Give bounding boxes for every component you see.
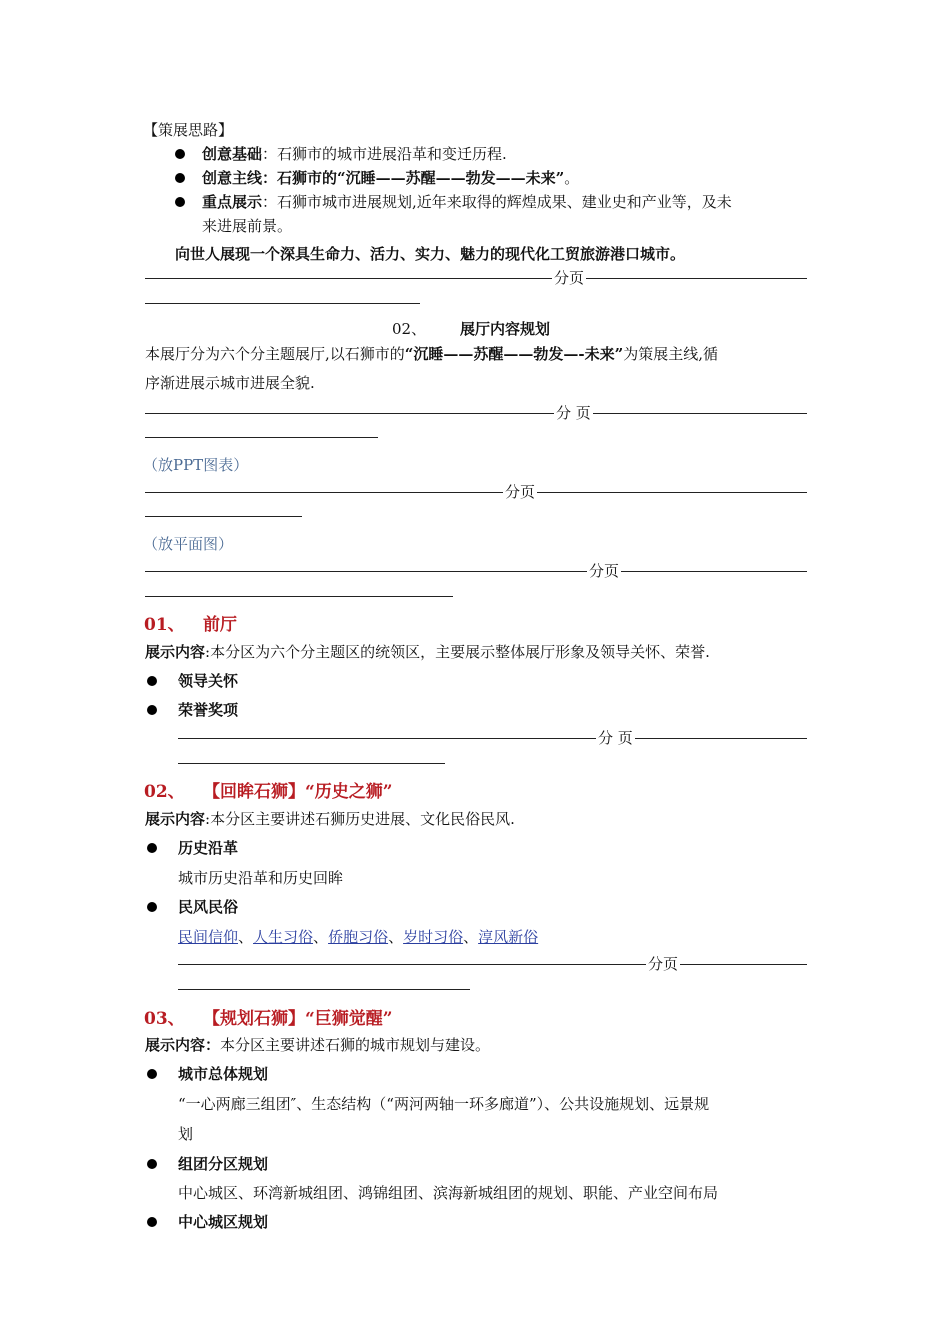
strategy-item-sep: ： [262,145,278,163]
bullet-icon [147,1159,157,1169]
page-break-rule [145,278,807,279]
display-text: :本分区主要讲述石狮历史进展、文化民俗民风. [205,810,515,828]
page-break-rule [145,413,807,414]
section-title: 【回眸石狮】“历史之狮” [203,782,393,802]
display-text: 本分区主要讲述石狮的城市规划与建设。 [220,1036,491,1054]
strategy-item-3-cont: 来进展前景。 [202,217,293,235]
strategy-item-label: 重点展示 [202,193,263,211]
page-break-rule [178,989,470,990]
strategy-heading: 【策展思路】 [143,121,234,139]
page-break-rule [178,738,807,739]
strategy-item-sep: ： [262,193,278,211]
section-title: 【规划石狮】“巨狮觉醒” [203,1009,393,1029]
plan-intro-line2: 序渐进展示城市进展全貌. [145,374,315,392]
list-item: 领导关怀 [178,672,239,690]
strategy-item-label: 创意主线：石狮市的“沉睡——苏醒——勃发——未来” [202,169,565,187]
ppt-placeholder: （放PPT图表） [143,456,249,474]
link-list [178,926,538,947]
link-sep: 、 [388,928,404,946]
section-number: 02、 [144,782,185,802]
section-display [145,808,515,829]
link-life-customs[interactable]: 人生习俗 [253,928,314,946]
plan-intro-text: 为策展主线,循 [623,345,719,363]
plan-intro [145,343,718,364]
section-display [145,641,710,662]
page-break-label: 分页 [589,562,620,580]
list-item: 组团分区规划 [178,1155,269,1173]
bullet-icon [147,676,157,686]
list-item-desc: “一心两廊三组团″、生态结构（“两河两轴一环多廊道”）、公共设施规划、远景规 [178,1095,710,1113]
strategy-summary: 向世人展现一个深具生命力、活力、实力、魅力的现代化工贸旅游港口城市。 [175,245,686,263]
list-item: 中心城区规划 [178,1213,269,1231]
plan-intro-text: 本展厅分为六个分主题展厅,以石狮市的 [145,345,405,363]
list-item: 民风民俗 [178,898,239,916]
section-title: 前厅 [203,615,237,635]
list-item-desc: 中心城区、环湾新城组团、鸿锦组团、滨海新城组团的规划、职能、产业空间布局 [178,1184,719,1202]
bullet-icon [147,1217,157,1227]
page-break-rule [145,571,807,572]
section-display [145,1034,490,1055]
page-break-label: 分 页 [598,729,633,747]
page-break-label: 分页 [648,955,679,973]
link-new-customs[interactable]: 淳风新俗 [478,928,539,946]
page-break-rule [145,492,807,493]
strategy-item-1 [202,143,507,164]
page-break-rule [145,596,453,597]
link-sep: 、 [313,928,329,946]
page-break-rule [145,303,420,304]
strategy-item-3 [202,191,732,212]
plan-intro-theme: “沉睡——苏醒——勃发—-未来” [404,345,624,363]
list-item-desc-cont: 划 [178,1125,194,1143]
plan-number: 02、 [392,320,427,338]
display-label: 展示内容 [145,643,206,661]
bullet-icon [175,197,185,207]
page-break-rule [178,964,807,965]
display-label: 展示内容： [145,1036,221,1054]
page-break-label: 分页 [554,269,585,287]
display-text: :本分区为六个分主题区的统领区，主要展示整体展厅形象及领导关怀、荣誉. [205,643,710,661]
bullet-icon [147,843,157,853]
strategy-item-2 [202,167,579,188]
section-number: 01、 [144,615,185,635]
section-number: 03、 [144,1009,185,1029]
link-seasonal-customs[interactable]: 岁时习俗 [403,928,464,946]
floorplan-placeholder: （放平面图） [143,535,234,553]
page-break-rule [178,763,445,764]
display-label: 展示内容 [145,810,206,828]
page-break-label: 分 页 [556,404,591,422]
list-item-desc: 城市历史沿革和历史回眸 [178,869,344,887]
page-break-rule [145,516,302,517]
link-sep: 、 [238,928,254,946]
bullet-icon [147,1069,157,1079]
list-item: 历史沿革 [178,839,239,857]
link-overseas-customs[interactable]: 侨胞习俗 [328,928,389,946]
plan-title: 展厅内容规划 [460,320,551,338]
page-break-rule [145,437,378,438]
list-item: 城市总体规划 [178,1065,269,1083]
link-folk-belief[interactable]: 民间信仰 [178,928,239,946]
list-item: 荣誉奖项 [178,701,239,719]
bullet-icon [147,705,157,715]
strategy-item-text: 石狮市的城市进展沿革和变迁历程. [277,145,507,163]
strategy-item-text: 。 [564,169,580,187]
page-break-label: 分页 [505,483,536,501]
bullet-icon [175,173,185,183]
bullet-icon [147,902,157,912]
strategy-item-text: 石狮市城市进展规划,近年来取得的辉煌成果、建业史和产业等，及未 [277,193,732,211]
strategy-item-label: 创意基础 [202,145,263,163]
bullet-icon [175,149,185,159]
link-sep: 、 [463,928,479,946]
